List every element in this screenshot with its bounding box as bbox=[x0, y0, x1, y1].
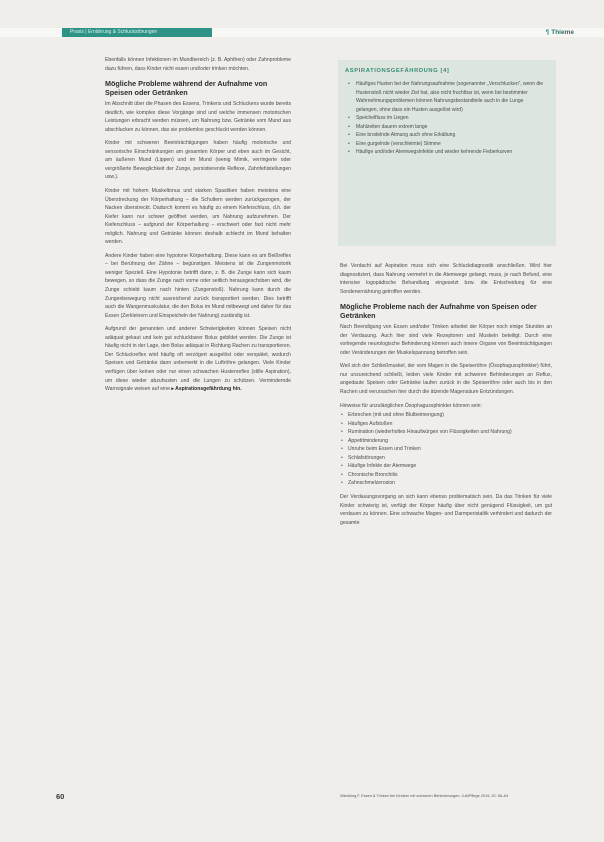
list-item: • Häufige und/oder Atemwegsinfekte und wieder kehrende Fieberkurven bbox=[346, 148, 546, 157]
paragraph bbox=[105, 325, 291, 393]
publisher-label bbox=[546, 28, 574, 37]
list-item: • Häufiges Aufstoßen bbox=[340, 420, 552, 429]
footer-citation: Wieckling F. Essen & Trinken bei Kindern mit schweren Behinderungen. JuKiPflege 2019; 22: 58–64 bbox=[340, 794, 509, 798]
paragraph: Bei Verdacht auf Aspiration muss sich eine Schluckdiagnostik anschließen. Wird hier diagnostiziert, dass Nahrung vermehrt in die Atemwege gelangt, muss, je nach Befund, eine intensive logopädische Behandlung eingesetzt bzw. die Entscheidung für eine Sondenernährung getroffen werden. bbox=[340, 263, 552, 295]
page-number: 60 bbox=[56, 792, 65, 801]
list-item: • Eine gurgelnde (verschleimte) Stimme bbox=[346, 140, 546, 149]
publisher-name: Thieme bbox=[551, 29, 574, 36]
list-item: • Unruhe beim Essen und Trinken bbox=[340, 445, 552, 454]
left-column bbox=[105, 56, 291, 399]
paragraph: Im Abschnitt über die Phasen des Essens, Trinkens und Schluckens wurde bereits deutlich, wie komplex diese Vorgänge sind und welche immensen motorischen Leistungen erbracht werden müssen, um Nahrung bzw. Getränke vom Mund aus abschlucken zu können, das sie problemlos geschluckt werden können. bbox=[105, 101, 291, 133]
list-item: • Eine brodelnde Atmung auch ohne Erkältung bbox=[346, 131, 546, 140]
reflux-signs-list bbox=[340, 411, 552, 488]
publisher-mark-icon: ¶ bbox=[545, 29, 550, 36]
header-section-label: Praxis | Ernährung & Schluckstörungen bbox=[70, 29, 158, 35]
list-item: • Speichelfluss im Liegen bbox=[346, 114, 546, 123]
paragraph: Kinder mit schweren Beeinträchtigungen haben häufig motorische und sensorische Einschränkungen am gesamten Körper und eben auch im Gesicht, am äußeren Mund (Lippen) und im Mund (wenig Mimik, verringerte oder vergrößerte Beweglichkeit der Zunge, persistierende Reflexe, Zahnfehlstellungen usw.). bbox=[105, 140, 291, 181]
list-item: • Rumination (wiederholtes Hinaufwürgen von Flüssigkeiten und Nahrung) bbox=[340, 428, 552, 437]
paragraph: Weil sich der Schließmuskel, der vom Magen in die Speiseröhre (Ösophagussphinkter) führt, nur unzureichend schließt, leiden viele Kinder mit schweren Behinderungen an Reflux, angedaute Speisen oder Getränke laufen zurück in die Speiseröhre oder auch bis in den Rachen und verursachen hier durch die ätzende Magensäure Entzündungen. bbox=[340, 363, 552, 396]
list-item: • Chronische Bronchitis bbox=[340, 471, 552, 480]
list-item: • Häufige Infekte der Atemwege bbox=[340, 462, 552, 471]
intro-paragraph: Ebenfalls können Infektionen im Mundbereich (z. B. Aphthen) oder Zahnprobleme dazu führen, dass Kinder nicht essen und/oder trinken möchten. bbox=[105, 57, 291, 72]
paragraph: Der Verdauungsvorgang an sich kann ebenso problematisch sein. Da das Trinken für viele Kinder schwierig ist, verfügt der Körper häufig über nicht genügend Flüssigkeit, um gut verdauen zu können. Eine schwache Magen- und Darmperistaltik verhindert und dadurch der gesamte bbox=[340, 494, 552, 526]
list-item: • Häufiges Husten bei der Nahrungsaufnahme (sogenannter „Verschlucken“, wenn die Hustenstoß nicht wieder Ziel hat, also nicht fruchtbar ist, wenn bei bestimmter Wahrnehmungsproblemen können Nahrungsbestandteile auch in die Lunge gelangen, ohne dass ein Husten ausgelöst wird) bbox=[346, 80, 546, 114]
paragraph: Nach Beendigung von Essen und/oder Trinken arbeitet der Körper noch einige Stunden an der Verdauung. Auch hier sind viele Rezeptoren und Muskeln beteiligt. Durch eine vorliegende neurologische Behinderung können auch innere Organe von Beeinträchtigungen oder Veränderungen der Muskelspannung betroffen sein. bbox=[340, 324, 552, 356]
info-box-list bbox=[346, 80, 546, 157]
paragraph: Kinder mit hohem Muskeltonus und starken Spastiken haben meistens eine Überstreckung der Körperhaltung – die Schultern werden zurückgezogen, der Nacken überstreckt. Dadurch kommt es häufig zu einem Kieferschluss, d.h. der Kiefer kann nur schwer geöffnet werden, um Nahrung aufzunehmen. Der Kieferschluss – aufgrund der Körperhaltung – erschwert oder fast nicht mehr möglich. Nahrung und Getränke können deshalb schlecht im Mund behalten werden. bbox=[105, 188, 291, 246]
paragraph-text: Aufgrund der genannten und anderer Schwierigkeiten können Speisen nicht adäquat gekaut und kein gut schluckbarer Bolus gebildet werden. Die Zunge ist häufig nicht in der Lage, den Bolus adäquat in Richtung Rachen zu transportieren. Der Schluckreflex wird häufig oft verzögert ausgelöst oder verspätet, wodurch Speisen und Getränke dann unbemerkt in die Luftröhre gelangen. Viele Kinder verfügen über keinen oder nur einen schwachen Hustenreflex (stille Aspiration), um diese wieder abzuhusten und die Lungen zu schützen. Vermindernde Warnsignale weisen auf eine bbox=[105, 326, 291, 393]
section-heading-during-intake: Mögliche Probleme während der Aufnahme von Speisen oder Getränken bbox=[105, 79, 268, 98]
list-item: • Schlafstörungen bbox=[340, 454, 552, 463]
list-item: • Zahnschmelzerosion bbox=[340, 479, 552, 488]
info-box-title: ASPIRATIONSGEFÄHRDUNG [4] bbox=[345, 68, 450, 74]
paragraph: Andere Kinder haben eine hypotone Körperhaltung. Diese kann es am Beißreflex – bei Berührung der Zähne – begünstigen. Meistens ist die Zungenmotorik weniger Speziell. Eine Hypotonie betrifft dann, z. B. die Zunge kann sich kaum bewegen, so dass die Zunge nach vorne oder seitlich herausgeschoben wird, die Zunge schiebt kaum nach hinten (Zungenstoß). Nahrung kann durch die Zungenbewegung nicht ausreichend zurück transportiert werden. Dies betrifft auch die Wangenmuskulatur, die den Bolus im Mund mitbewegt und daher für das Essen (Zerkleinern und Einspeicheln der Nahrung) zuständig ist. bbox=[105, 252, 291, 319]
list-item: • Erbrechen (mit und ohne Blutbeimengung) bbox=[340, 411, 552, 420]
paragraph: Hinweise für unzulänglichen Ösophagussphinkter können sein: bbox=[340, 402, 482, 409]
list-item: • Appetitminderung bbox=[340, 437, 552, 446]
list-item: • Mahlzeiten dauern extrem lange bbox=[346, 123, 546, 132]
aspiration-reference-link[interactable]: ▸ Aspirationsgefährdung hin. bbox=[171, 386, 242, 393]
right-column bbox=[340, 262, 552, 532]
section-heading-after-intake: Mögliche Probleme nach der Aufnahme von Speisen oder Getränken bbox=[340, 302, 537, 321]
